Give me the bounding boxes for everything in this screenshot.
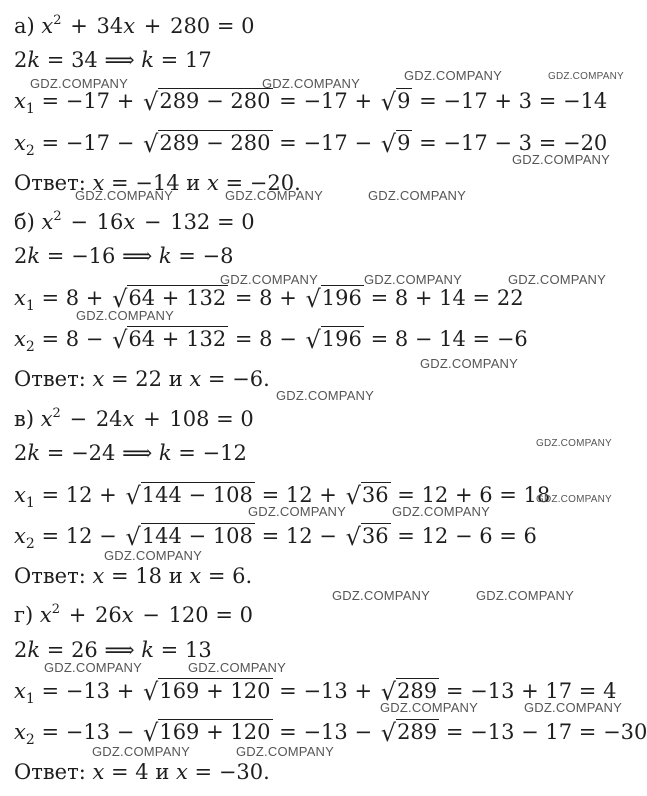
radical [321,326,364,351]
watermark: GDZ.COMPANY [380,700,479,715]
operator: − [143,210,162,234]
expression: −17 − 3 [443,131,533,155]
k2-value: 26 [71,638,98,662]
radical [141,482,255,507]
answer-line: Ответ: x = 18 и x = 6. [14,564,253,588]
radicand-b: 280 [230,89,271,113]
answer-value: 22 [135,367,162,391]
answer-value: 4 [135,760,149,784]
radical [396,130,412,155]
operator: + [143,14,162,38]
radicand-b: 120 [230,720,271,744]
and-word: и [155,760,170,784]
watermark: GDZ.COMPANY [262,76,361,91]
root-line-2: $x_2 = 12 - √144 - 108 = 12 - √36 = 12 - 6 = 6$ [14,523,537,552]
radicand-a: 289 [159,131,200,155]
term: −17 [303,131,348,155]
radical [127,326,228,351]
radicand: 36 [361,524,389,548]
term: 8 [65,327,80,351]
watermark: GDZ.COMPANY [30,76,129,91]
term: 12 [285,524,313,548]
answer-label: Ответ: [14,171,86,195]
k-value: −8 [202,244,234,268]
term: 12 [65,483,93,507]
radical [361,482,391,507]
term: −17 [65,131,111,155]
part-letter: а) [14,14,35,38]
radicand-a: 144 [141,524,182,548]
and-word: и [186,171,201,195]
root-line-2: $x_2 = -13 - √169 + 120 = -13 - √289 = -13 - 17 = -30$ [14,719,647,748]
root-value: −6 [496,327,528,351]
radicand: 9 [397,131,411,155]
operator: + [319,483,337,507]
radical [141,523,255,548]
operator: + [161,286,180,310]
radicand: 289 [397,720,438,744]
equation-line: г) $x^2 + 26x - 120 = 0$ [14,602,253,627]
watermark: GDZ.COMPANY [76,308,175,323]
watermark: GDZ.COMPANY [536,438,612,449]
radical [158,130,272,155]
operator: − [99,524,117,548]
expression: 12 + 6 [421,483,493,507]
radical [396,719,439,744]
watermark: GDZ.COMPANY [276,388,375,403]
root-line-1: $x_1 = -17 + √289 - 280 = -17 + √9 = -17 + 3 = -14$ [14,88,608,117]
coefficient: 34 [96,14,124,38]
radicand-a: 64 [128,327,156,351]
radicand-b: 132 [186,286,227,310]
term: 8 [259,286,273,310]
root-value: 18 [523,483,551,507]
root-line-2: $x_2 = 8 - √64 + 132 = 8 - √196 = 8 - 14 = -6$ [14,326,528,355]
root-value: −14 [562,89,608,113]
constant: 280 [170,14,211,38]
answer-value: 6 [232,564,246,588]
term: −13 [65,720,111,744]
answer-label: Ответ: [14,564,86,588]
watermark: GDZ.COMPANY [248,504,347,519]
term: −13 [303,720,348,744]
watermark: GDZ.COMPANY [536,494,612,505]
watermark: GDZ.COMPANY [512,152,611,167]
radicand-a: 144 [141,483,182,507]
root-value: −30 [603,720,647,744]
watermark: GDZ.COMPANY [188,660,287,675]
radicand-a: 169 [159,720,200,744]
watermark: GDZ.COMPANY [236,744,335,759]
k-value: −12 [202,441,247,465]
operator: − [354,720,373,744]
operator: + [116,89,135,113]
answer-value: −14 [135,171,180,195]
radical [158,678,272,703]
operator: − [206,131,224,155]
radicand: 289 [397,679,438,703]
answer-value: −20 [249,171,295,195]
operator: − [188,524,207,548]
equation-line: б) $x^2 - 16x - 132 = 0$ [14,209,255,234]
radicand-b: 108 [212,524,253,548]
expression: 8 − 14 [394,327,466,351]
expression: 12 − 6 [421,524,493,548]
radicand: 36 [361,483,389,507]
operator: + [206,720,224,744]
watermark: GDZ.COMPANY [364,272,463,287]
part-letter: г) [14,603,34,627]
answer-label: Ответ: [14,760,86,784]
answer-label: Ответ: [14,367,86,391]
root-line-1: $x_1 = -13 + √169 + 120 = -13 + √289 = -13 + 17 = 4$ [14,678,617,707]
answer-line: Ответ: x = 22 и x = −6. [14,367,270,391]
operator: − [206,89,224,113]
watermark: GDZ.COMPANY [220,272,319,287]
radicand-b: 120 [230,679,271,703]
k-value: 17 [184,48,212,72]
k-line: 2k = 26 ⟹ k = 13 [14,638,212,662]
radicand-a: 64 [128,286,156,310]
answer-value: −30 [218,760,264,784]
radicand: 196 [321,327,362,351]
expression: −13 − 17 [470,720,573,744]
expression: −13 + 17 [470,679,573,703]
k-line: 2k = 34 ⟹ k = 17 [14,48,212,72]
watermark: GDZ.COMPANY [44,660,143,675]
watermark: GDZ.COMPANY [225,188,324,203]
radical [158,88,272,113]
root-line-1: $x_1 = 12 + √144 - 108 = 12 + √36 = 12 + 6 = 18$ [14,482,551,511]
root-value: 6 [523,524,537,548]
k-value: 13 [184,638,212,662]
k-line: 2k = −16 ⟹ k = −8 [14,244,234,268]
radicand: 196 [321,286,362,310]
term: 8 [65,286,80,310]
operator: + [85,286,104,310]
watermark: GDZ.COMPANY [524,700,623,715]
term: −17 [65,89,111,113]
operator: − [85,327,104,351]
part-letter: в) [14,407,35,431]
radicand-b: 132 [186,327,227,351]
radical [396,88,412,113]
operator: + [99,483,117,507]
root-value: 4 [603,679,617,703]
equation-line: а) $x^2 + 34x + 280 = 0$ [14,13,255,38]
operator: + [161,327,180,351]
radical [361,523,391,548]
operator: + [70,14,88,38]
k-line: 2k = −24 ⟹ k = −12 [14,441,247,465]
operator: + [116,679,135,703]
watermark: GDZ.COMPANY [548,71,624,82]
watermark: GDZ.COMPANY [332,588,431,603]
radicand-a: 289 [159,89,200,113]
operator: + [206,679,224,703]
root-value: −20 [562,131,608,155]
answer-line: Ответ: x = 4 и x = −30. [14,760,270,784]
operator: − [116,131,135,155]
expression: −17 + 3 [443,89,533,113]
radical [321,285,364,310]
root-line-1: $x_1 = 8 + √64 + 132 = 8 + √196 = 8 + 14 = 22$ [14,285,524,314]
coefficient: 16 [96,210,124,234]
constant: 120 [168,603,209,627]
k2-value: −16 [71,244,116,268]
watermark: GDZ.COMPANY [404,68,503,83]
watermark: GDZ.COMPANY [476,588,575,603]
watermark: GDZ.COMPANY [368,188,467,203]
k2-value: 34 [71,48,98,72]
expression: 8 + 14 [394,286,466,310]
answer-value: −6 [232,367,264,391]
part-letter: б) [14,210,35,234]
operator: − [69,407,88,431]
root-value: 22 [496,286,524,310]
operator: − [279,327,297,351]
answer-line: Ответ: x = −14 и x = −20. [14,171,301,195]
term: 12 [65,524,93,548]
answer-value: 18 [135,564,162,588]
k2-value: −24 [71,441,116,465]
watermark: GDZ.COMPANY [75,188,174,203]
radical [127,285,228,310]
operator: − [142,603,160,627]
radicand-a: 169 [159,679,200,703]
root-line-2: $x_2 = -17 - √289 - 280 = -17 - √9 = -17 - 3 = -20$ [14,130,608,159]
equation-line: в) $x^2 - 24x + 108 = 0$ [14,406,254,431]
term: −17 [303,89,348,113]
watermark: GDZ.COMPANY [92,744,191,759]
radicand: 9 [397,89,411,113]
term: −13 [65,679,111,703]
operator: − [319,524,337,548]
watermark: GDZ.COMPANY [420,356,519,371]
term: 8 [259,327,273,351]
radicand-b: 108 [212,483,253,507]
radicand-b: 280 [230,131,271,155]
and-word: и [168,367,183,391]
constant: 108 [169,407,210,431]
coefficient: 26 [95,603,122,627]
operator: − [354,131,373,155]
radical [158,719,272,744]
watermark: GDZ.COMPANY [104,548,203,563]
term: −13 [303,679,348,703]
operator: + [279,286,297,310]
watermark: GDZ.COMPANY [392,504,491,519]
operator: + [68,603,87,627]
operator: + [143,407,161,431]
operator: − [70,210,88,234]
term: 12 [285,483,313,507]
operator: + [354,89,373,113]
operator: − [188,483,207,507]
operator: + [354,679,373,703]
operator: − [116,720,135,744]
constant: 132 [170,210,211,234]
coefficient: 24 [95,407,123,431]
watermark: GDZ.COMPANY [508,272,607,287]
and-word: и [168,564,183,588]
